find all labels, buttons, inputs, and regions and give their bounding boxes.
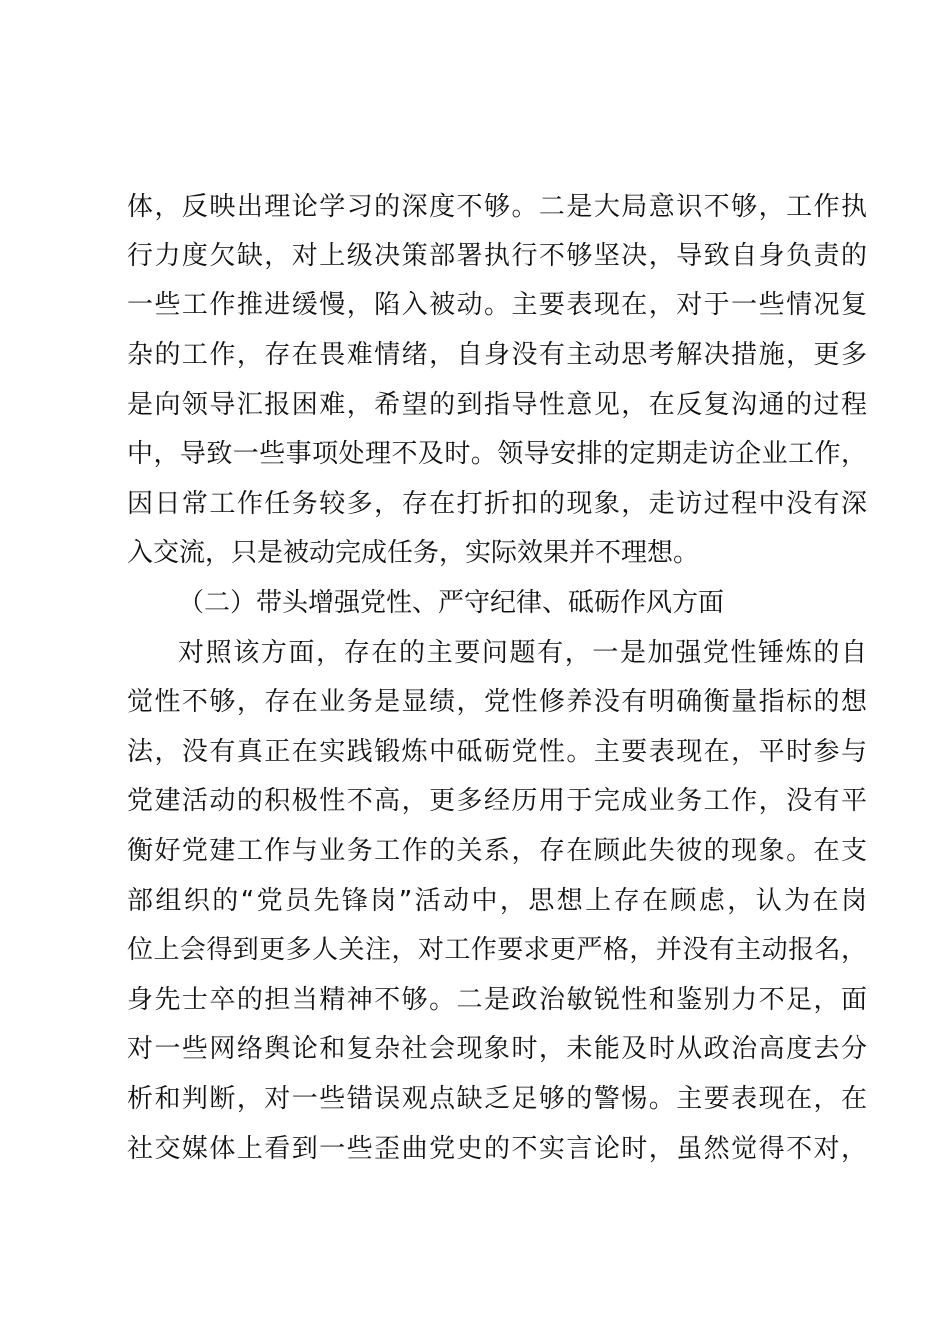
text-line: 对照该方面，存在的主要问题有，一是加强党性锤炼的自	[178, 638, 867, 668]
text-line: 一些工作推进缓慢，陷入被动。主要表现在，对于一些情况复	[127, 290, 867, 320]
text-line: 对一些网络舆论和复杂社会现象时，未能及时从政治高度去分	[127, 1034, 867, 1064]
text-line: 位上会得到更多人关注，对工作要求更严格，并没有主动报名，	[127, 935, 867, 965]
text-line: 法，没有真正在实践锻炼中砥砺党性。主要表现在，平时参与	[127, 737, 867, 767]
text-line: 身先士卒的担当精神不够。二是政治敏锐性和鉴别力不足，面	[127, 985, 867, 1015]
section-heading: （二）带头增强党性、严守纪律、砥砺作风方面	[178, 588, 725, 618]
text-line: 社交媒体上看到一些歪曲党史的不实言论时，虽然觉得不对，	[127, 1134, 867, 1164]
text-line: 衡好党建工作与业务工作的关系，存在顾此失彼的现象。在支	[127, 836, 867, 866]
text-line: 觉性不够，存在业务是显绩，党性修养没有明确衡量指标的想	[127, 687, 867, 717]
text-line: 杂的工作，存在畏难情绪，自身没有主动思考解决措施，更多	[127, 340, 867, 370]
text-line: 部组织的“党员先锋岗”活动中，思想上存在顾虑，认为在岗	[127, 886, 867, 916]
text-line: 因日常工作任务较多，存在打折扣的现象，走访过程中没有深	[127, 489, 867, 519]
text-line: 析和判断，对一些错误观点缺乏足够的警惕。主要表现在，在	[127, 1084, 867, 1114]
text-line: 中，导致一些事项处理不及时。领导安排的定期走访企业工作，	[127, 439, 867, 469]
text-line: 体，反映出理论学习的深度不够。二是大局意识不够，工作执	[127, 192, 867, 222]
text-line: 行力度欠缺，对上级决策部署执行不够坚决，导致自身负责的	[127, 241, 867, 271]
text-line: 入交流，只是被动完成任务，实际效果并不理想。	[127, 538, 700, 568]
text-line: 党建活动的积极性不高，更多经历用于完成业务工作，没有平	[127, 786, 867, 816]
text-line: 是向领导汇报困难，希望的到指导性意见，在反复沟通的过程	[127, 390, 867, 420]
